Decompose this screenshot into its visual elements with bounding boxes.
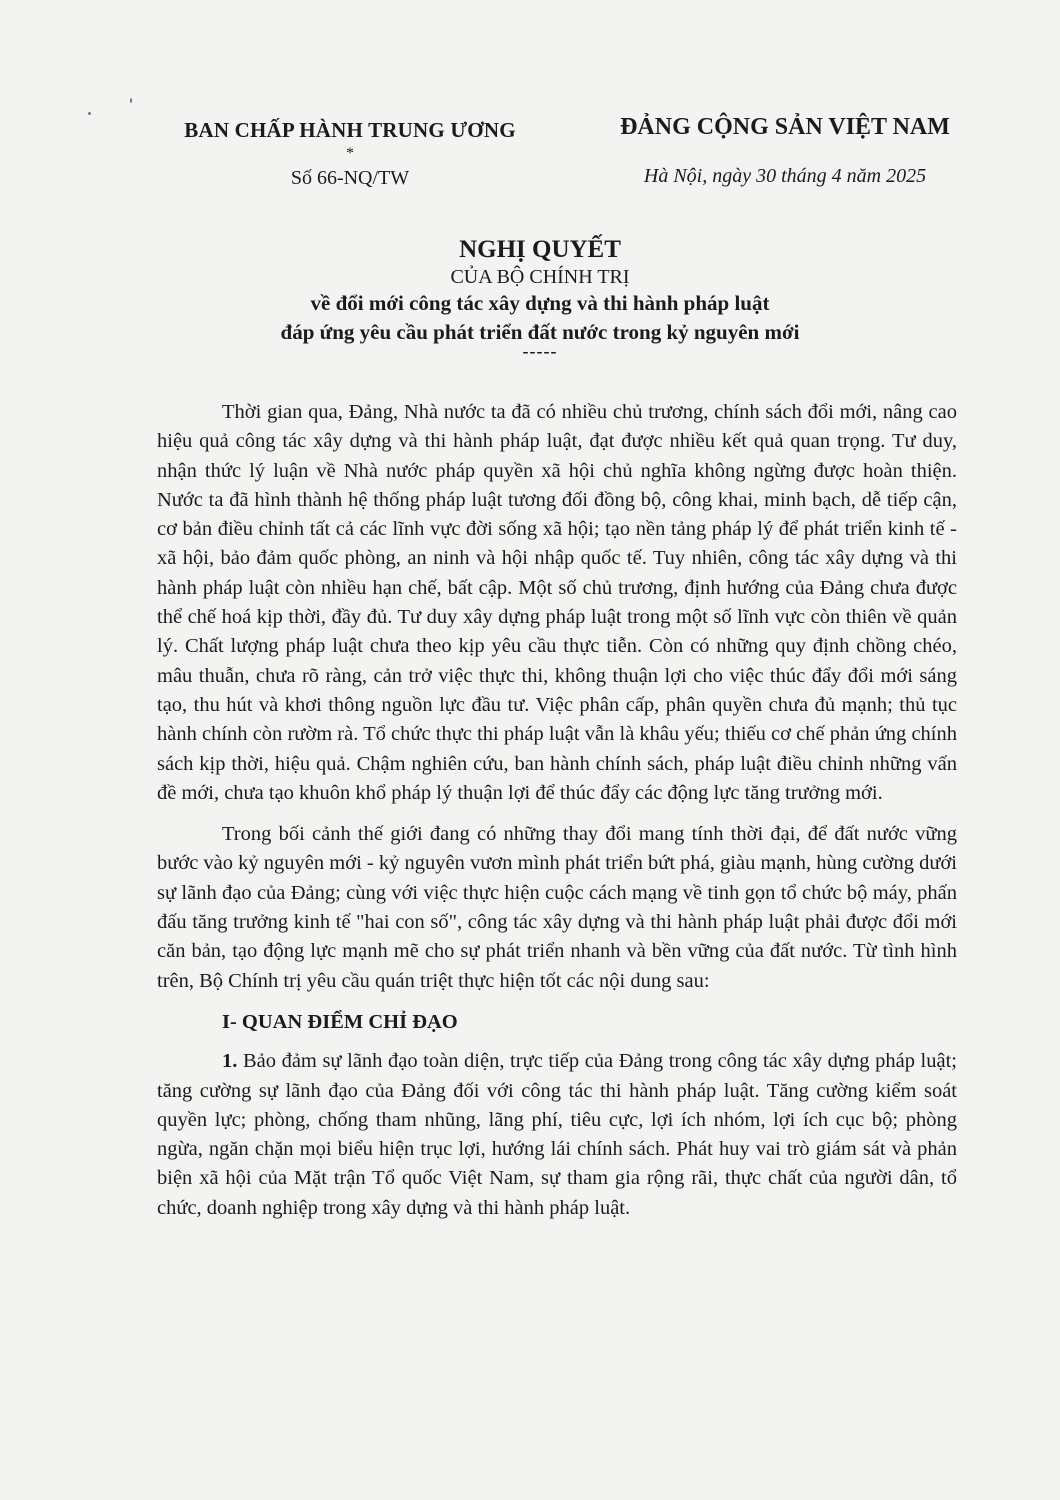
party-header [585,114,985,188]
item-number: 1. [222,1050,238,1073]
title-subject-line2: đáp ứng yêu cầu phát triển đất nước trong kỷ nguyên mới [280,320,800,344]
title-main: NGHỊ QUYẾT [459,236,621,263]
star-mark: * [346,145,354,162]
place-date: Hà Nội, ngày 30 tháng 4 năm 2025 [643,165,927,187]
list-item [157,1047,957,1223]
document-title [150,236,930,362]
organization-name: BAN CHẤP HÀNH TRUNG ƯƠNG [184,118,516,142]
title-separator: ----- [522,341,558,361]
paragraph: Trong bối cảnh thế giới đang có những thay đổi mang tính thời đại, để đất nước vững bước vào kỷ nguyên mới - kỷ nguyên vươn mình phát triển bứt phá, giàu mạnh, hùng cường dưới sự lãnh đạo của Đảng; cùng với việc thực hiện cuộc cách mạng về tinh gọn tổ chức bộ máy, phấn đấu tăng trưởng kinh tế "hai con số", công tác xây dựng và thi hành pháp luật phải được đổi mới căn bản, tạo động lực mạnh mẽ cho sự phát triển nhanh và bền vững của đất nước. Từ tình hình trên, Bộ Chính trị yêu cầu quán triệt thực hiện tốt các nội dung sau: [157,823,957,992]
issuer-header [160,118,540,190]
document-body [157,398,957,1235]
scan-speck [88,112,91,115]
section-heading: I- QUAN ĐIỂM CHỈ ĐẠO [222,1010,458,1033]
party-name: ĐẢNG CỘNG SẢN VIỆT NAM [620,114,950,140]
document-number: Số 66-NQ/TW [290,167,410,189]
scan-speck [130,98,132,103]
title-issuer: CỦA BỘ CHÍNH TRỊ [450,266,630,288]
title-subject-line1: về đổi mới công tác xây dựng và thi hành pháp luật [310,291,770,315]
paragraph: Thời gian qua, Đảng, Nhà nước ta đã có nhiều chủ trương, chính sách đổi mới, nâng cao hiệu quả công tác xây dựng và thi hành pháp luật, đạt được nhiều kết quả quan trọng. Tư duy, nhận thức lý luận về Nhà nước pháp quyền xã hội chủ nghĩa không ngừng được hoàn thiện. Nước ta đã hình thành hệ thống pháp luật tương đối đồng bộ, công khai, minh bạch, dễ tiếp cận, cơ bản điều chỉnh tất cả các lĩnh vực đời sống xã hội; tạo nền tảng pháp lý để phát triển kinh tế - xã hội, bảo đảm quốc phòng, an ninh và hội nhập quốc tế. Tuy nhiên, công tác xây dựng và thi hành pháp luật còn nhiều hạn chế, bất cập. Một số chủ trương, định hướng của Đảng chưa được thể chế hoá kịp thời, đầy đủ. Tư duy xây dựng pháp luật trong một số lĩnh vực còn thiên về quản lý. Chất lượng pháp luật chưa theo kịp yêu cầu thực tiễn. Còn có những quy định chồng chéo, mâu thuẫn, chưa rõ ràng, cản trở việc thực thi, không thuận lợi cho việc thúc đẩy đổi mới sáng tạo, thu hút và khơi thông nguồn lực đầu tư. Việc phân cấp, phân quyền chưa đủ mạnh; thủ tục hành chính còn rườm rà. Tổ chức thực thi pháp luật vẫn là khâu yếu; thiếu cơ chế phản ứng chính sách kịp thời, hiệu quả. Chậm nghiên cứu, ban hành chính sách, pháp luật điều chỉnh những vấn đề mới, chưa tạo khuôn khổ pháp lý thuận lợi để thúc đẩy các động lực tăng trưởng mới. [157,401,957,804]
item-text: Bảo đảm sự lãnh đạo toàn diện, trực tiếp của Đảng trong công tác xây dựng pháp luật; tăng cường sự lãnh đạo của Đảng đối với công tác thi hành pháp luật. Tăng cường kiểm soát quyền lực; phòng, chống tham nhũng, lãng phí, tiêu cực, lợi ích nhóm, lợi ích cục bộ; phòng ngừa, ngăn chặn mọi biểu hiện trục lợi, hướng lái chính sách. Phát huy vai trò giám sát và phản biện xã hội của Mặt trận Tổ quốc Việt Nam, sự tham gia rộng rãi, thực chất của người dân, tổ chức, doanh nghiệp trong xây dựng và thi hành pháp luật. [157,1050,957,1219]
